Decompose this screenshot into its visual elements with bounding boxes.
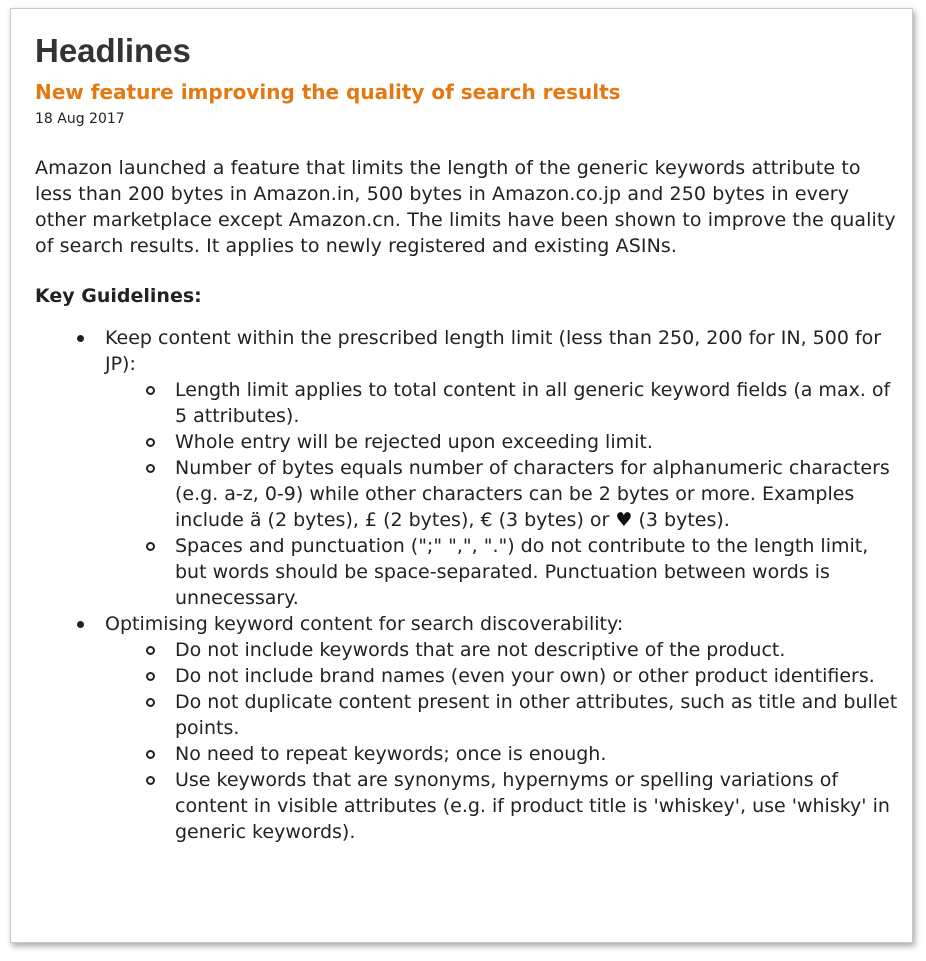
article-date: 18 Aug 2017 xyxy=(35,111,125,127)
sub-guidelines-list xyxy=(105,377,901,611)
list-item xyxy=(105,533,901,611)
circle-bullet-icon xyxy=(146,438,155,447)
list-item xyxy=(105,663,901,689)
list-item xyxy=(105,637,901,663)
circle-bullet-icon xyxy=(146,542,155,551)
sub-guideline-text: Do not include keywords that are not descriptive of the product. xyxy=(175,639,786,661)
bullet-icon xyxy=(77,621,84,628)
list-item xyxy=(105,455,901,533)
circle-bullet-icon xyxy=(146,386,155,395)
list-item xyxy=(105,689,901,741)
circle-bullet-icon xyxy=(146,672,155,681)
page-title: Headlines xyxy=(35,32,191,69)
heart-icon: ♥ xyxy=(615,509,633,531)
circle-bullet-icon xyxy=(146,776,155,785)
list-item xyxy=(35,325,901,611)
list-item xyxy=(105,741,901,767)
sub-guideline-text: Use keywords that are synonyms, hypernyms or spelling variations of content in visible attributes (e.g. if product title is 'whiskey', use 'whisky' in generic keywords). xyxy=(175,769,890,843)
sub-guideline-text: Do not include brand names (even your own) or other product identifiers. xyxy=(175,665,875,687)
guideline-text: Optimising keyword content for search discoverability: xyxy=(105,613,624,635)
sub-guideline-text: Whole entry will be rejected upon exceeding limit. xyxy=(175,431,653,453)
circle-bullet-icon xyxy=(146,698,155,707)
guidelines-heading: Key Guidelines: xyxy=(35,285,202,307)
sub-guideline-text: No need to repeat keywords; once is enough. xyxy=(175,743,607,765)
headlines-card xyxy=(10,8,913,943)
bullet-icon xyxy=(77,335,84,342)
list-item xyxy=(105,767,901,845)
circle-bullet-icon xyxy=(146,750,155,759)
guidelines-list xyxy=(35,325,901,845)
circle-bullet-icon xyxy=(146,464,155,473)
article xyxy=(35,31,901,845)
sub-guideline-text: Number of bytes equals number of characters for alphanumeric characters (e.g. a-z, 0-9) while other characters can be 2 bytes or more. Examples include ä (2 bytes), £ (2 bytes), € (3 bytes) or xyxy=(175,457,890,531)
list-item xyxy=(105,429,901,455)
guideline-text: Keep content within the prescribed length limit (less than 250, 200 for IN, 500 for JP): xyxy=(105,327,882,375)
sub-guideline-text: Do not duplicate content present in other attributes, such as title and bullet points. xyxy=(175,691,898,739)
list-item xyxy=(35,611,901,845)
sub-guideline-text: Length limit applies to total content in all generic keyword fields (a max. of 5 attributes). xyxy=(175,379,891,427)
list-item xyxy=(105,377,901,429)
circle-bullet-icon xyxy=(146,646,155,655)
heart-suffix: (3 bytes). xyxy=(638,509,730,531)
article-subtitle: New feature improving the quality of search results xyxy=(35,80,621,104)
sub-guidelines-list xyxy=(105,637,901,845)
article-intro: Amazon launched a feature that limits the length of the generic keywords attribute to less than 200 bytes in Amazon.in, 500 bytes in Amazon.co.jp and 250 bytes in every other marketplace except Amazon.cn. The limits have been shown to improve the quality of search results. It applies to newly registered and existing ASINs. xyxy=(35,157,896,257)
sub-guideline-text: Spaces and punctuation (";" ",", ".") do not contribute to the length limit, but words should be space-separated. Punctuation between words is unnecessary. xyxy=(175,535,869,609)
